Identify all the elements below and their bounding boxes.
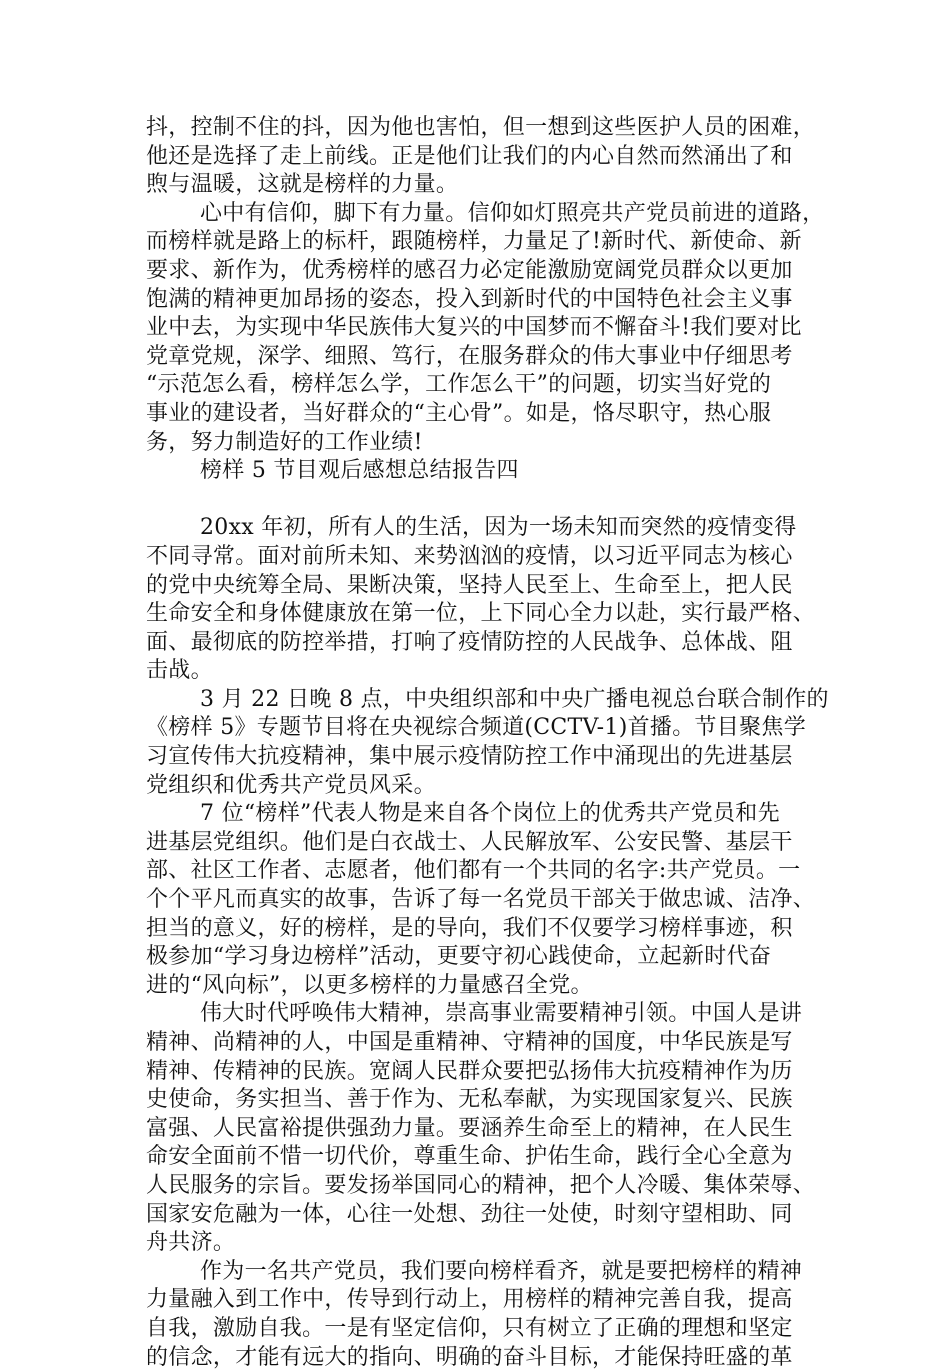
text-line: 精神、传精神的民族。宽阔人民群众要把弘扬伟大抗疫精神作为历 (146, 1058, 793, 1084)
text-line: 事业的建设者，当好群众的“主心骨”。如是，恪尽职守，热心服 (146, 400, 772, 426)
text-line: 国家安危融为一体，心往一处想、劲往一处使，时刻守望相助、同 (146, 1201, 793, 1227)
text-line: “示范怎么看，榜样怎么学，工作怎么干”的问题，切实当好党的 (146, 372, 772, 398)
text-line: 党章党规，深学、细照、笃行，在服务群众的伟大事业中仔细思考 (146, 343, 793, 369)
text-line: 他还是选择了走上前线。正是他们让我们的内心自然而然涌出了和 (146, 143, 793, 169)
text-line: 不同寻常。面对前所未知、来势汹汹的疫情，以习近平同志为核心 (146, 543, 793, 569)
text-line: 史使命，务实担当、善于作为、无私奉献，为实现国家复兴、民族 (146, 1087, 793, 1113)
text-line: 业中去，为实现中华民族伟大复兴的中国梦而不懈奋斗!我们要对比 (146, 315, 802, 341)
text-line: 进的“风向标”，以更多榜样的力量感召全党。 (146, 972, 593, 998)
text-line: 而榜样就是路上的标杆，跟随榜样，力量足了!新时代、新使命、新 (146, 229, 802, 255)
paragraph-start: 7 位“榜样”代表人物是来自各个岗位上的优秀共产党员和先 (200, 801, 780, 827)
text-line: 击战。 (146, 658, 213, 684)
text-line: 煦与温暖，这就是榜样的力量。 (146, 172, 459, 198)
paragraph-start: 心中有信仰，脚下有力量。信仰如灯照亮共产党员前进的道路， (200, 200, 825, 226)
text-line: 要求、新作为，优秀榜样的感召力必定能激励宽阔党员群众以更加 (146, 257, 793, 283)
text-line: 部、社区工作者、志愿者，他们都有一个共同的名字:共产党员。一 (146, 858, 801, 884)
paragraph-start: 20xx 年初，所有人的生活，因为一场未知而突然的疫情变得 (200, 515, 797, 541)
document-body (146, 114, 829, 1372)
text-line: 面、最彻底的防控举措，打响了疫情防控的人民战争、总体战、阻 (146, 629, 793, 655)
text-line: 饱满的精神更加昂扬的姿态，投入到新时代的中国特色社会主义事 (146, 286, 793, 312)
text-line: 极参加“学习身边榜样”活动，更要守初心践使命，立起新时代奋 (146, 944, 772, 970)
text-line: 党组织和优秀共产党员风采。 (146, 772, 436, 798)
text-line: 习宣传伟大抗疫精神，集中展示疫情防控工作中涌现出的先进基层 (146, 744, 793, 770)
paragraph-start: 3 月 22 日晚 8 点，中央组织部和中央广播电视总台联合制作的 (200, 686, 829, 712)
text-line: 舟共济。 (146, 1230, 236, 1256)
text-line: 务，努力制造好的工作业绩! (146, 429, 423, 455)
text-line: 进基层党组织。他们是白衣战士、人民解放军、公安民警、基层干 (146, 829, 793, 855)
paragraph-start: 作为一名共产党员，我们要向榜样看齐，就是要把榜样的精神 (200, 1258, 803, 1284)
text-line: 力量融入到工作中，传导到行动上，用榜样的精神完善自我，提高 (146, 1287, 793, 1313)
text-line: 抖，控制不住的抖，因为他也害怕，但一想到这些医护人员的困难， (146, 115, 816, 140)
blank-line (146, 486, 816, 515)
text-line: 自我，激励自我。一是有坚定信仰，只有树立了正确的理想和坚定 (146, 1315, 793, 1341)
text-line: 的党中央统筹全局、果断决策，坚持人民至上、生命至上，把人民 (146, 572, 793, 598)
text-line: 富强、人民富裕提供强劲力量。要涵养生命至上的精神，在人民生 (146, 1115, 793, 1141)
text-line: 生命安全和身体健康放在第一位，上下同心全力以赴，实行最严格、 (146, 601, 816, 627)
text-line: 人民服务的宗旨。要发扬举国同心的精神，把个人冷暖、集体荣辱、 (146, 1172, 816, 1198)
text-line: 精神、尚精神的人，中国是重精神、守精神的国度，中华民族是写 (146, 1030, 793, 1055)
text-line: 担当的意义，好的榜样，是的导向，我们不仅要学习榜样事迹，积 (146, 915, 793, 941)
text-line: 《榜样 5》专题节目将在央视综合频道(CCTV-1)首播。节目聚焦学 (146, 715, 806, 741)
paragraph-start: 伟大时代呼唤伟大精神，崇高事业需要精神引领。中国人是讲 (200, 1001, 803, 1027)
section-title: 榜样 5 节目观后感想总结报告四 (200, 458, 519, 484)
text-line: 命安全面前不惜一切代价，尊重生命、护佑生命，践行全心全意为 (146, 1144, 793, 1170)
text-line: 的信念，才能有远大的指向、明确的奋斗目标，才能保持旺盛的革 (146, 1344, 793, 1370)
text-line: 个个平凡而真实的故事，告诉了每一名党员干部关于做忠诚、洁净、 (146, 887, 816, 913)
